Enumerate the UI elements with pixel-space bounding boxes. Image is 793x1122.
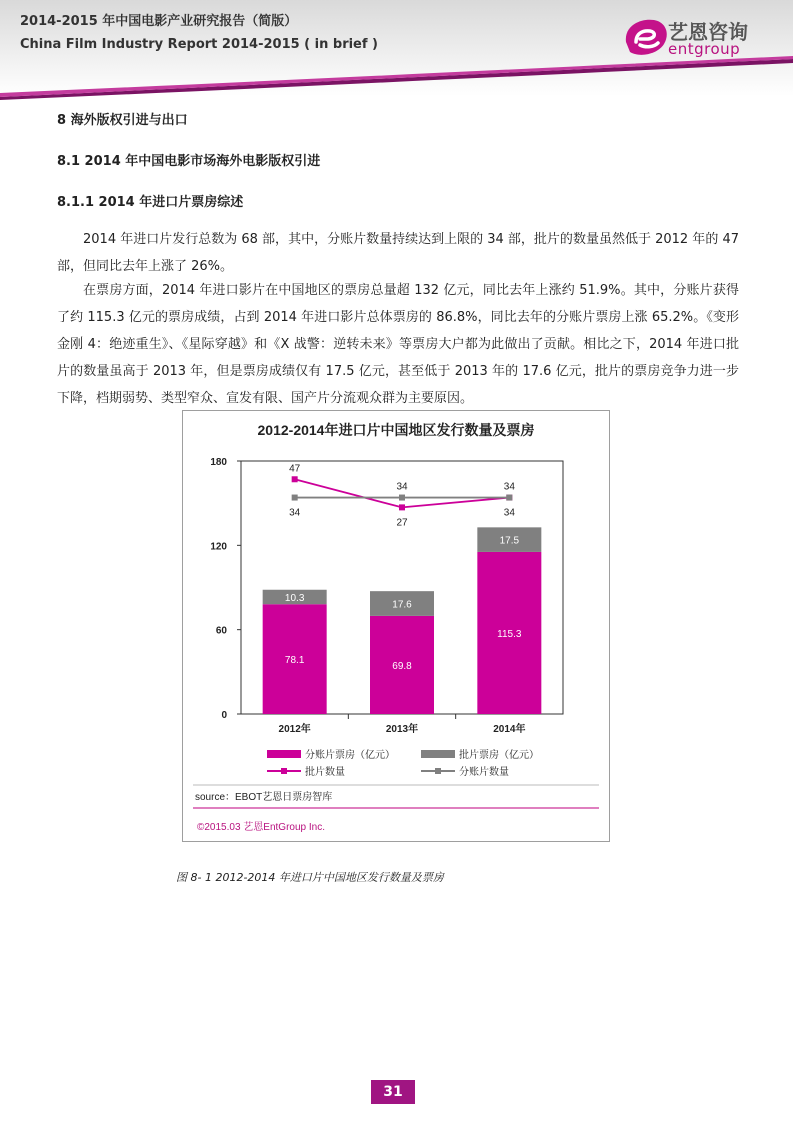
bar-data-label: 17.5 bbox=[499, 535, 520, 547]
line-marker bbox=[399, 495, 405, 501]
y-tick-label: 0 bbox=[221, 710, 227, 721]
header-title-cn: 2014-2015 年中国电影产业研究报告（简版） bbox=[20, 14, 298, 29]
legend-marker bbox=[435, 768, 441, 774]
line-data-label: 27 bbox=[396, 517, 408, 529]
line-marker bbox=[292, 495, 298, 501]
legend-label: 批片数量 bbox=[305, 767, 345, 778]
line-data-label: 34 bbox=[503, 507, 515, 519]
x-tick-label: 2013年 bbox=[385, 724, 419, 735]
legend-swatch-batch-box-office bbox=[421, 750, 455, 758]
logo-text-en: entgroup bbox=[668, 40, 741, 58]
legend-label: 分账片票房（亿元） bbox=[305, 750, 395, 761]
page-number: 31 bbox=[371, 1080, 415, 1104]
y-tick-label: 180 bbox=[210, 457, 227, 468]
legend-label: 分账片数量 bbox=[459, 767, 509, 778]
section-heading-8: 8 海外版权引进与出口 bbox=[57, 113, 188, 128]
chart-figure bbox=[182, 410, 610, 842]
line-data-label: 47 bbox=[289, 463, 301, 475]
bar-data-label: 69.8 bbox=[392, 660, 412, 672]
line-data-label: 34 bbox=[289, 507, 301, 519]
legend-swatch-split-box-office bbox=[267, 750, 301, 758]
bar-data-label: 10.3 bbox=[284, 592, 305, 604]
section-heading-8-1-1: 8.1.1 2014 年进口片票房综述 bbox=[57, 195, 244, 210]
chart-svg bbox=[183, 411, 609, 841]
legend-label: 批片票房（亿元） bbox=[459, 750, 539, 761]
page-header bbox=[0, 0, 793, 96]
line-data-label: 34 bbox=[503, 481, 515, 493]
section-heading-8-1: 8.1 2014 年中国电影市场海外电影版权引进 bbox=[57, 154, 321, 169]
x-tick-label: 2014年 bbox=[493, 724, 526, 735]
y-tick-label: 120 bbox=[210, 541, 227, 553]
header-title-en: China Film Industry Report 2014-2015 ( in brief ) bbox=[20, 37, 379, 52]
chart-copyright: ©2015.03 艺恩EntGroup Inc. bbox=[197, 822, 325, 833]
line-marker bbox=[506, 495, 512, 501]
paragraph-box-office: 在票房方面，2014 年进口影片在中国地区的票房总量超 132 亿元，同比去年上涨约 51.9%。其中，分账片获得了约 115.3 亿元的票房成绩，占到 2014 年进口影片总体票房的 86.8%，同比去年的分账片票房上涨 65.2%。《变形金刚 4：绝迹重生》、《星际穿越》和《X 战警：逆转未来》等票房大户都为此做出了贡献。相比之下，2014 年进口批片的数量虽高于 2013 年，但是票房成绩仅有 17.5 亿元，甚至低于 2013 年的 17.6 亿元，批片的票房竞争力进一步下降，档期弱势、类型窄众、宣发有限、国产片分流观众群为主要原因。 bbox=[57, 283, 739, 406]
bar-data-label: 115.3 bbox=[497, 628, 522, 640]
y-tick-label: 60 bbox=[215, 625, 227, 637]
logo-text-cn: 艺恩咨询 bbox=[668, 20, 748, 44]
bar-data-label: 17.6 bbox=[392, 599, 412, 611]
figure-caption: 图 8- 1 2012-2014 年进口片中国地区发行数量及票房 bbox=[176, 871, 444, 884]
legend-marker bbox=[281, 768, 287, 774]
line-marker bbox=[399, 504, 405, 510]
chart-title: 2012-2014年进口片中国地区发行数量及票房 bbox=[257, 422, 535, 438]
line-marker bbox=[292, 476, 298, 482]
line-data-label: 34 bbox=[396, 481, 408, 493]
x-tick-label: 2012年 bbox=[278, 724, 311, 735]
bar-data-label: 78.1 bbox=[284, 655, 305, 667]
chart-source: source：EBOT艺恩日票房智库 bbox=[195, 792, 333, 803]
paragraph-import-count: 2014 年进口片发行总数为 68 部，其中，分账片数量持续达到上限的 34 部，批片的数量虽然低于 2012 年的 47 部，但同比去年上涨了 26%。 bbox=[57, 232, 739, 274]
